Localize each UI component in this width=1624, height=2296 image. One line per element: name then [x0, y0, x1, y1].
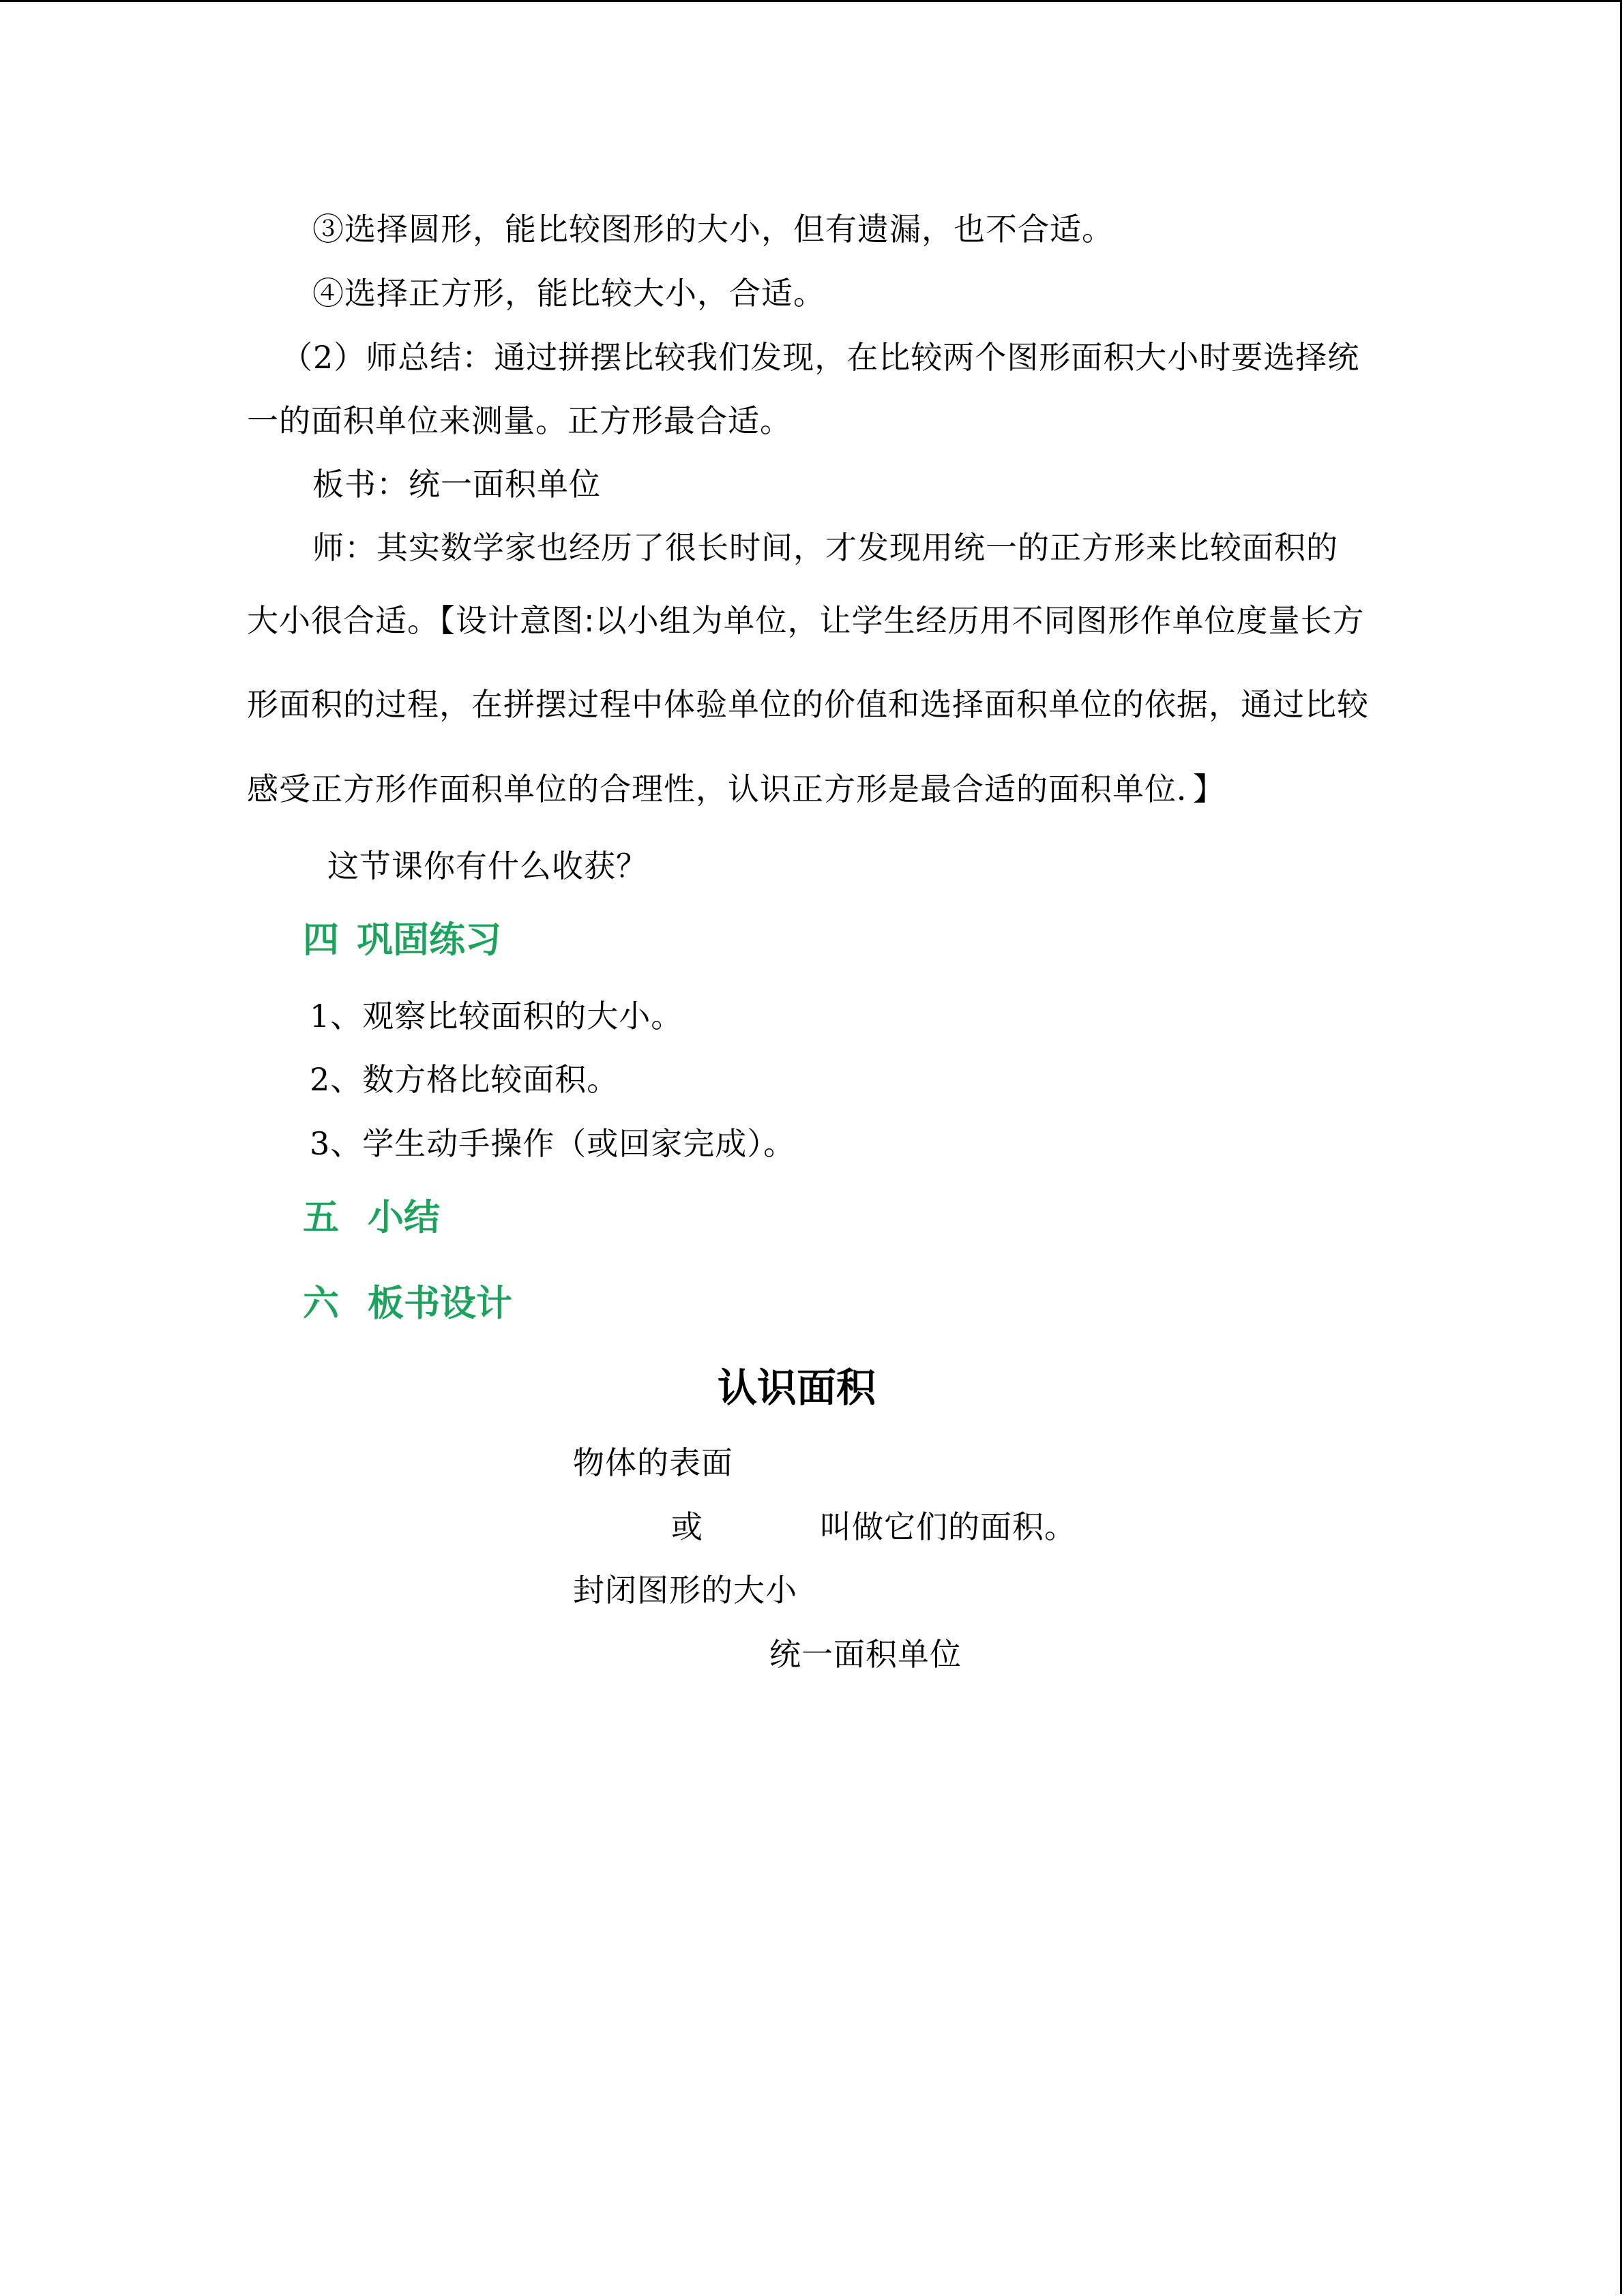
section-title: 小结 [368, 1197, 440, 1238]
section-number: 四 [303, 919, 339, 961]
exercise-item-1: 1、观察比较面积的大小。 [310, 998, 683, 1034]
board-design-title: 认识面积 [718, 1365, 876, 1411]
paragraph-harvest-question: 这节课你有什么收获？ [327, 848, 648, 884]
section-number: 六 [303, 1283, 339, 1324]
section-heading-5 [303, 1195, 440, 1240]
board-design-line-surface: 物体的表面 [573, 1444, 733, 1481]
paragraph-teacher-line2 [247, 600, 1365, 641]
board-design-or: 或 [671, 1508, 703, 1545]
section-number: 五 [303, 1197, 339, 1238]
paragraph-option-3: ③选择圆形，能比较图形的大小，但有遗漏，也不合适。 [312, 211, 1114, 248]
paragraph-board-note: 板书：统一面积单位 [312, 466, 601, 503]
board-design-called-area: 叫做它们的面积。 [820, 1508, 1076, 1545]
paragraph-summary-line2: 一的面积单位来测量。正方形最合适。 [247, 402, 792, 439]
teacher-line2-text: 大小很合适。 [247, 602, 439, 639]
section-heading-6 [303, 1281, 512, 1326]
section-title: 板书设计 [368, 1283, 512, 1324]
paragraph-option-4: ④选择正方形，能比较大小，合适。 [312, 275, 825, 312]
section-title: 巩固练习 [357, 919, 501, 961]
paragraph-summary-line1: （2）师总结：通过拼摆比较我们发现，在比较两个图形面积大小时要选择统 [281, 339, 1360, 376]
exercise-item-3: 3、学生动手操作（或回家完成）。 [310, 1125, 796, 1162]
design-intent-line2: 形面积的过程，在拼摆过程中体验单位的价值和选择面积单位的依据，通过比较 [247, 686, 1369, 723]
board-design-line-unit: 统一面积单位 [769, 1636, 962, 1673]
design-intent-line3: 感受正方形作面积单位的合理性，认识正方形是最合适的面积单位．】 [247, 771, 1225, 807]
design-intent-line1: 【设计意图:以小组为单位，让学生经历用不同图形作单位度量长方 [439, 602, 1365, 639]
exercise-item-2: 2、数方格比较面积。 [310, 1061, 619, 1098]
board-design-line-closed-shape: 封闭图形的大小 [573, 1572, 797, 1609]
section-heading-4 [303, 918, 501, 963]
paragraph-teacher-line1: 师：其实数学家也经历了很长时间，才发现用统一的正方形来比较面积的 [312, 529, 1338, 566]
